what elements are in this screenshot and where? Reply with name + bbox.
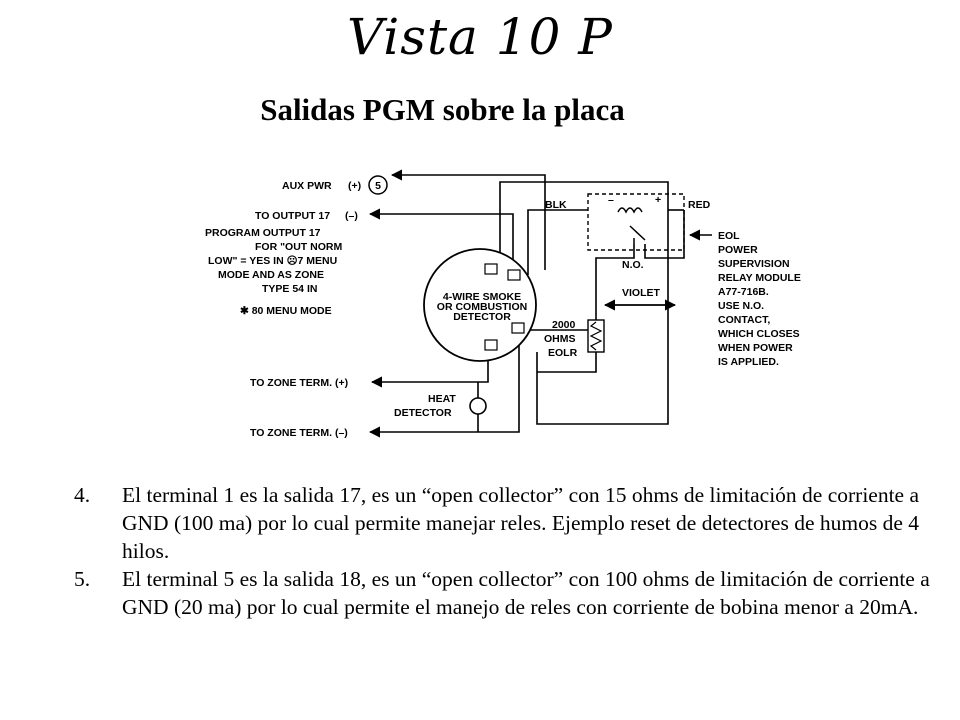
no-label: N.O.	[622, 259, 644, 271]
heat-label-1: HEAT	[428, 393, 456, 405]
page-title: Vista 10 P	[347, 8, 613, 66]
eol-line-5: A77-716B.	[718, 286, 769, 298]
to-output-minus: (–)	[345, 210, 358, 222]
loop-wire	[500, 182, 668, 270]
eol-line-7: CONTACT,	[718, 314, 771, 326]
aux-pwr-label: AUX PWR	[282, 180, 332, 192]
eol-line-8: WHICH CLOSES	[718, 328, 800, 340]
eol-line-2: POWER	[718, 244, 758, 256]
ohms-label-1: 2000	[552, 319, 576, 331]
eol-line-6: USE N.O.	[718, 300, 765, 312]
note-item	[74, 481, 954, 565]
ohms-label-3: EOLR	[548, 347, 578, 359]
note-item	[74, 565, 954, 621]
eol-line-10: IS APPLIED.	[718, 356, 779, 368]
relay-minus-sign: –	[608, 194, 614, 206]
relay-wire	[596, 244, 634, 320]
ohms-label-2: OHMS	[544, 333, 576, 345]
note-text: El terminal 1 es la salida 17, es un “open collector” con 15 ohms de limitación de corriente a GND (100 ma) por lo cual permite manejar reles. Ejemplo reset de detectores de humos de 4 hilos.	[122, 483, 920, 563]
relay-contact	[630, 226, 645, 240]
program-line-4: MODE AND AS ZONE	[218, 269, 324, 281]
program-line-3: LOW" = YES IN ☹7 MENU	[208, 255, 338, 267]
heat-label-2: DETECTOR	[394, 407, 452, 419]
note-number: 4.	[74, 483, 91, 507]
eol-line-3: SUPERVISION	[718, 258, 790, 270]
detector-label-2: OR COMBUSTION	[436, 301, 528, 313]
terminal-5-label: 5	[375, 180, 381, 192]
notes-list	[74, 481, 954, 621]
detector-label-3: DETECTOR	[453, 311, 511, 323]
program-line-1: PROGRAM OUTPUT 17	[205, 227, 321, 239]
red-label: RED	[688, 199, 711, 211]
program-line-2: FOR "OUT NORM	[255, 241, 343, 253]
zone-plus-label: TO ZONE TERM. (+)	[250, 377, 349, 389]
relay-wire-2	[645, 210, 684, 258]
program-line-5: TYPE 54 IN	[262, 283, 318, 295]
note-number: 5.	[74, 567, 91, 591]
relay-coil	[618, 208, 642, 212]
program-line-6: ✱ 80 MENU MODE	[240, 305, 332, 317]
detector-label-1: 4-WIRE SMOKE	[442, 291, 522, 303]
eol-line-1: EOL	[718, 230, 740, 242]
blk-label: BLK	[545, 199, 567, 211]
eol-line-4: RELAY MODULE	[718, 272, 801, 284]
page-subtitle: Salidas PGM sobre la placa	[260, 92, 625, 127]
relay-module	[588, 194, 684, 250]
heat-detector	[470, 398, 486, 414]
note-text: El terminal 5 es la salida 18, es un “open collector” con 100 ohms de limitación de corriente a GND (20 ma) por lo cual permite el manejo de reles con corriente de bobina menor a 20mA.	[122, 567, 930, 619]
eol-line-9: WHEN POWER	[718, 342, 793, 354]
to-output-label: TO OUTPUT 17	[255, 210, 331, 222]
zone-minus-label: TO ZONE TERM. (–)	[250, 427, 348, 439]
blk-wire	[528, 210, 588, 275]
aux-pwr-plus: (+)	[348, 180, 362, 192]
violet-label: VIOLET	[622, 287, 660, 299]
relay-plus-sign: +	[655, 194, 662, 206]
